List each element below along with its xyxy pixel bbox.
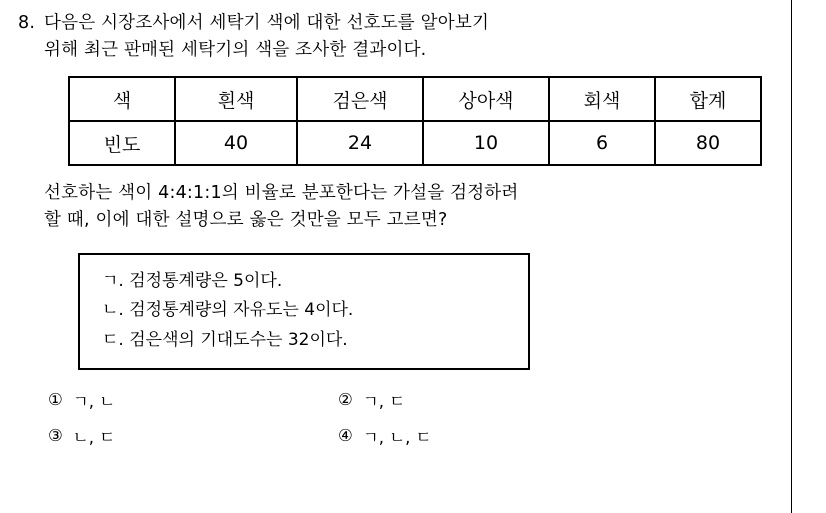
choice-4-label: ㄱ, ㄴ, ㄷ bbox=[362, 427, 432, 447]
table-cell-frequency-total: 80 bbox=[655, 121, 761, 165]
frequency-table bbox=[68, 76, 762, 166]
table-cell-color-gray: 회색 bbox=[549, 77, 655, 121]
answer-choices bbox=[48, 388, 648, 448]
statement-b: ㄴ. 검정통계량의 자유도는 4이다. bbox=[102, 300, 354, 321]
question-stem bbox=[44, 10, 778, 64]
choice-4-marker: ④ bbox=[338, 426, 353, 446]
table-cell-frequency-white: 40 bbox=[175, 121, 297, 165]
statements-box bbox=[78, 253, 530, 370]
choice-3-label: ㄴ, ㄷ bbox=[72, 427, 116, 447]
choice-3[interactable] bbox=[48, 424, 338, 448]
choice-2[interactable] bbox=[338, 388, 628, 412]
table-cell-frequency-gray: 6 bbox=[549, 121, 655, 165]
question-condition-line-1: 선호하는 색이 4:4:1:1의 비율로 분포한다는 가설을 검정하려 bbox=[44, 183, 519, 204]
question-condition-line-2: 할 때, 이에 대한 설명으로 옳은 것만을 모두 고르면? bbox=[44, 210, 448, 231]
statement-a: ㄱ. 검정통계량은 5이다. bbox=[102, 270, 283, 291]
choice-1-marker: ① bbox=[48, 390, 63, 410]
question-number: 8. bbox=[18, 13, 36, 33]
question-condition-text bbox=[44, 180, 778, 234]
table-row-frequency bbox=[69, 121, 761, 165]
table-cell-color-black: 검은색 bbox=[297, 77, 423, 121]
choice-2-marker: ② bbox=[338, 390, 353, 410]
choice-1-label: ㄱ, ㄴ bbox=[72, 391, 116, 411]
table-cell-frequency-ivory: 10 bbox=[423, 121, 549, 165]
table-cell-header-label: 색 bbox=[69, 77, 175, 121]
choice-3-marker: ③ bbox=[48, 426, 63, 446]
question-stem-line-2: 위해 최근 판매된 세탁기의 색을 조사한 결과이다. bbox=[44, 40, 427, 61]
page-edge-rule bbox=[791, 0, 792, 513]
choice-1[interactable] bbox=[48, 388, 338, 412]
choice-4[interactable] bbox=[338, 424, 628, 448]
table-cell-frequency-black: 24 bbox=[297, 121, 423, 165]
question-block bbox=[18, 10, 778, 448]
table-cell-color-white: 흰색 bbox=[175, 77, 297, 121]
choice-2-label: ㄱ, ㄷ bbox=[362, 391, 406, 411]
frequency-table-wrapper bbox=[68, 76, 778, 166]
question-heading bbox=[18, 10, 778, 64]
table-cell-color-total: 합계 bbox=[655, 77, 761, 121]
question-stem-line-1: 다음은 시장조사에서 세탁기 색에 대한 선호도를 알아보기 bbox=[44, 13, 490, 33]
table-cell-frequency-label: 빈도 bbox=[69, 121, 175, 165]
table-cell-color-ivory: 상아색 bbox=[423, 77, 549, 121]
table-row-header bbox=[69, 77, 761, 121]
statement-c: ㄷ. 검은색의 기대도수는 32이다. bbox=[102, 330, 348, 350]
